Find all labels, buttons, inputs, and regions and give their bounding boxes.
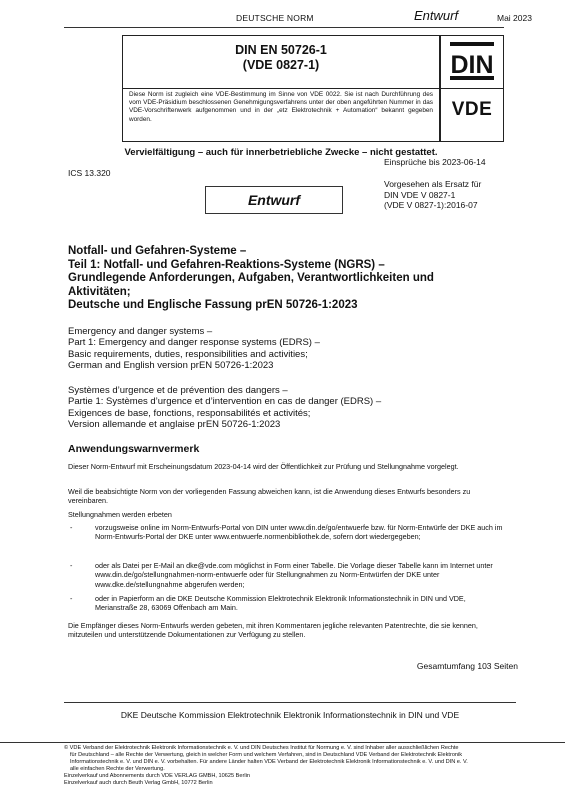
french-title	[68, 385, 508, 431]
copyright-line: Einzelverkauf auch durch Beuth Verlag GmbH, 10772 Berlin	[64, 779, 213, 786]
title-line: Deutsche und Englische Fassung prEN 50726-1:2023	[68, 299, 358, 312]
bullet-text: oder in Papierform an die DKE Deutsche Kommission Elektrotechnik Elektronik Informationstechnik in DIN und VDE, Merianstraße 28, 63069 Offenbach am Main.	[95, 594, 466, 613]
comment-deadline: Einsprüche bis 2023-06-14	[384, 157, 486, 167]
publication-date: Mai 2023	[497, 13, 532, 23]
title-line: Partie 1: Systèmes d’urgence et d’intervention en cas de danger (EDRS) –	[68, 396, 382, 408]
document-type-label: DEUTSCHE NORM	[236, 13, 314, 23]
draft-status-label: Entwurf	[414, 8, 459, 23]
header-rule	[64, 27, 504, 28]
copyright-line: für Deutschland – alle Rechte der Verwertung, gleich in welcher Form und welchem Verfahren, sind in Deutschland VDE Verband der Elektrotechnik Elektronik	[70, 751, 463, 758]
english-title	[68, 326, 508, 372]
copyright-line: Informationstechnik e. V. und DIN e. V. vorbehalten. Für andere Länder halten VDE Verband der Elektrotechnik Elektronik Informationstechnik e. V. und DIN e. V.	[70, 758, 468, 765]
title-line: Systèmes d’urgence et de prévention des dangers –	[68, 385, 288, 396]
copyright-line: alle einfachen Rechte der Verwertung.	[70, 765, 165, 772]
title-line: Teil 1: Notfall- und Gefahren-Reaktions-Systeme (NGRS) –	[68, 258, 385, 271]
title-line: Basic requirements, duties, responsibilities and activities;	[68, 348, 308, 360]
title-line: Version allemande et anglaise prEN 50726-1:2023	[68, 419, 281, 431]
german-title	[68, 245, 508, 313]
din-logo	[449, 41, 495, 81]
warning-paragraph: Weil die beabsichtigte Norm von der vorliegenden Fassung abweichen kann, ist die Anwendung dieses Entwurfs besonders zu vereinbaren.	[68, 487, 471, 506]
svg-text:DIN: DIN	[450, 51, 494, 79]
vde-logo: VDE	[451, 99, 493, 120]
title-block-divider	[123, 88, 439, 89]
bullet-text: oder als Datei per E-Mail an dke@vde.com möglichst in Form einer Tabelle. Die Vorlage dieser Tabelle kann im Internet unter www.din.de/go/stellungnahmen-norm-entwuerfe oder für Stellungnahmen zu Norm-Entwürfen der DKE unter www.dke.de/stellungnahme abgerufen werden;	[95, 561, 493, 589]
title-line: German and English version prEN 50726-1:2023	[68, 360, 274, 372]
copyright-line: Einzelverkauf und Abonnements durch VDE VERLAG GMBH, 10625 Berlin	[64, 772, 250, 779]
vde-note: Diese Norm ist zugleich eine VDE-Bestimmung im Sinne von VDE 0022. Sie ist nach Durchführung des vom VDE-Präsidium beschlossenen Genehmigungsverfahrens unter der oben angeführten Nummer in das VDE-Vorschriftenwerk aufgenommen und in der „etz Elektrotechnik + Automation“ bekannt gegeben worden.	[129, 91, 433, 123]
replacement-info	[384, 179, 481, 211]
title-line: Emergency and danger systems –	[68, 326, 213, 337]
logo-block	[440, 35, 504, 142]
vde-number: (VDE 0827-1)	[242, 58, 320, 72]
title-line: Grundlegende Anforderungen, Aufgaben, Verantwortlichkeiten und	[68, 272, 434, 285]
title-line: Part 1: Emergency and danger response systems (EDRS) –	[68, 337, 320, 349]
bullet-dash: -	[70, 594, 73, 603]
title-line: Exigences de base, fonctions, responsabilités et activités;	[68, 407, 311, 419]
ics-code: ICS 13.320	[68, 168, 111, 178]
warning-heading: Anwendungswarnvermerk	[68, 443, 200, 455]
replacement-line: Vorgesehen als Ersatz für	[384, 179, 482, 189]
copyright-notice	[64, 745, 519, 786]
title-block	[122, 35, 440, 142]
copyright-rule	[0, 742, 565, 743]
bullet-text: vorzugsweise online im Norm-Entwurfs-Portal von DIN unter www.din.de/go/entwuerfe bzw. für Norm-Entwürfe der DKE auch im Norm-Entwurfs-Portal der DKE unter www.entwuerfe.normenbibliothek.de, sofern dort wiedergegeben;	[95, 523, 503, 542]
din-number: DIN EN 50726-1	[235, 43, 327, 57]
bullet-dash: -	[70, 561, 73, 570]
logo-block-divider	[441, 88, 503, 89]
bullet-dash: -	[70, 523, 73, 532]
patent-notice: Die Empfänger dieses Norm-Entwurfs werden gebeten, mit ihren Kommentaren jegliche relevanten Patentrechte, die sie kennen, mitzuteilen und unterstützende Dokumentationen zur Verfügung zu stellen.	[68, 621, 478, 640]
footer-rule	[64, 702, 516, 703]
title-line: Aktivitäten;	[68, 285, 131, 298]
title-line: Notfall- und Gefahren-Systeme –	[68, 245, 247, 257]
warning-paragraph: Dieser Norm-Entwurf mit Erscheinungsdatum 2023-04-14 wird der Öffentlichkeit zur Prüfung und Stellungnahme vorgelegt.	[68, 462, 459, 471]
reproduction-notice: Vervielfältigung – auch für innerbetriebliche Zwecke – nicht gestattet.	[124, 147, 438, 158]
draft-stamp: Entwurf	[205, 186, 343, 214]
replacement-line: (VDE V 0827-1):2016-07	[384, 200, 478, 210]
comments-intro: Stellungnahmen werden erbeten	[68, 510, 172, 519]
dke-name: DKE Deutsche Kommission Elektrotechnik Elektronik Informationstechnik in DIN und VDE	[120, 710, 460, 720]
total-pages: Gesamtumfang 103 Seiten	[416, 661, 518, 671]
replacement-line: DIN VDE V 0827-1	[384, 189, 456, 200]
copyright-line: © VDE Verband der Elektrotechnik Elektronik Informationstechnik e. V. und DIN Deutsches Institut für Normung e. V. sind Inhaber aller ausschließlichen Rechte	[64, 745, 459, 751]
